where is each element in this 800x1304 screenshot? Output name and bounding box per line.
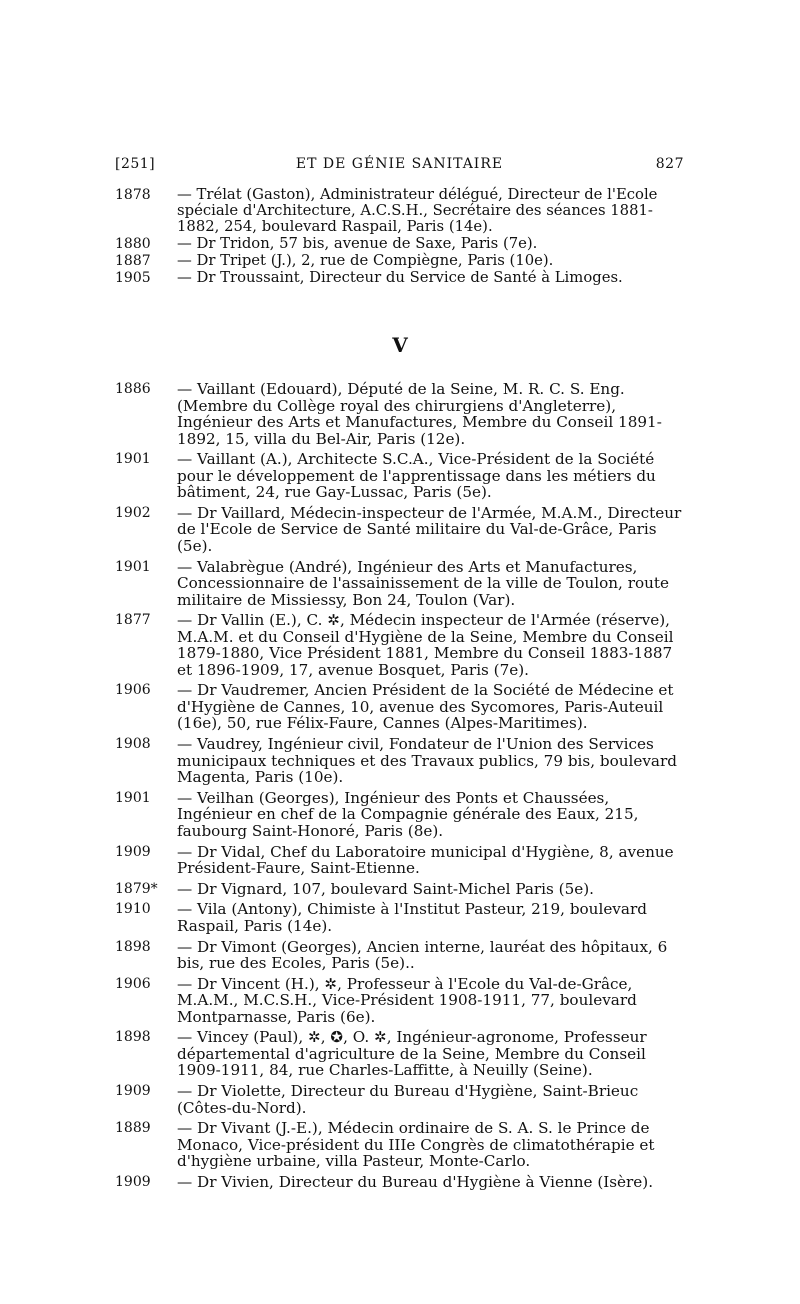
entry-year: 1898 — [115, 1029, 151, 1046]
entry-year: 1901 — [115, 789, 151, 806]
entry-year: 1906 — [115, 975, 151, 992]
entry-text: — Dr Tripet (J.), 2, rue de Compiègne, Paris (10e). — [177, 252, 554, 269]
entry-year: 1909 — [115, 843, 151, 860]
entry-text: — Dr Vimont (Georges), Ancien interne, lauréat des hôpitaux, 6 bis, rue des Ecoles, Paris (5e).. — [177, 937, 668, 973]
list-item — [115, 790, 684, 840]
list-item — [115, 236, 684, 252]
entry-text: — Dr Vignard, 107, boulevard Saint-Michel Paris (5e). — [177, 879, 594, 898]
list-item — [115, 612, 684, 678]
list-item — [115, 1174, 684, 1191]
entry-text: — Dr Tridon, 57 bis, avenue de Saxe, Paris (7e). — [177, 235, 538, 252]
entry-text: — Vaillant (A.), Architecte S.C.A., Vice-Président de la Société pour le développement de l'apprentissage dans les métiers du bâtiment, 24, rue Gay-Lussac, Paris (5e). — [177, 450, 656, 502]
entry-text: — Veilhan (Georges), Ingénieur des Ponts et Chaussées, Ingénieur en chef de la Compagnie générale des Eaux, 215, faubourg Saint-Honoré, Paris (8e). — [177, 788, 639, 840]
list-item — [115, 736, 684, 786]
list-item — [115, 1083, 684, 1116]
page-reference: [251] — [115, 156, 156, 172]
list-item — [115, 270, 684, 286]
entry-year: 1901 — [115, 451, 151, 468]
entry-year: 1909 — [115, 1174, 151, 1190]
list-item — [115, 1029, 684, 1079]
list-item — [115, 187, 684, 235]
entry-year: 1889 — [115, 1120, 151, 1137]
list-item — [115, 505, 684, 555]
list-item — [115, 901, 684, 934]
entry-text: — Vila (Antony), Chimiste à l'Institut Pasteur, 219, boulevard Raspail, Paris (14e). — [177, 900, 647, 935]
entry-year: 1909 — [115, 1083, 151, 1100]
entry-year: 1902 — [115, 504, 151, 521]
entry-text: — Vaillant (Edouard), Député de la Seine, M. R. C. S. Eng. (Membre du Collège royal des chirurgiens d'Angleterre), Ingénieur des Arts et Manufactures, Membre du Conseil 1891-1892, 15, villa du Bel-Air, Paris (12e). — [177, 380, 662, 448]
entry-year: 1898 — [115, 938, 151, 955]
list-item — [115, 1120, 684, 1170]
entry-year: 1878 — [115, 187, 151, 203]
list-item — [115, 844, 684, 877]
entries-v — [115, 381, 684, 1195]
entry-text: — Vincey (Paul), ✲, ✪, O. ✲, Ingénieur-agronome, Professeur départemental d'agriculture de la Seine, Membre du Conseil 1909-1911, 84, rue Charles-Laffitte, à Neuilly (Seine). — [177, 1028, 647, 1080]
entry-year: 1906 — [115, 682, 151, 699]
page-number: 827 — [655, 156, 684, 172]
entry-year: 1877 — [115, 612, 151, 629]
entry-text: — Dr Vincent (H.), ✲, Professeur à l'Ecole du Val-de-Grâce, M.A.M., M.C.S.H., Vice-Président 1908-1911, 77, boulevard Montparnasse, Paris (6e). — [177, 974, 637, 1026]
list-item — [115, 451, 684, 501]
entry-year: 1887 — [115, 253, 151, 269]
entry-year: 1905 — [115, 270, 151, 286]
entries-t — [115, 187, 684, 287]
entry-year: 1908 — [115, 736, 151, 753]
entry-text: — Dr Vaudremer, Ancien Président de la Société de Médecine et d'Hygiène de Cannes, 10, avenue des Sycomores, Paris-Auteuil (16e), 50, rue Félix-Faure, Cannes (Alpes-Maritimes). — [177, 681, 674, 733]
entry-year: 1879* — [115, 880, 158, 897]
entry-text: — Dr Vidal, Chef du Laboratoire municipal d'Hygiène, 8, avenue Président-Faure, Saint-Etienne. — [177, 842, 674, 877]
entry-text: — Dr Vallin (E.), C. ✲, Médecin inspecteur de l'Armée (réserve), M.A.M. et du Conseil d'Hygiène de la Seine, Membre du Conseil 1879-1880, Vice Président 1881, Membre du Conseil 1883-1887 et 1896-1909, 17, avenue Bosquet, Paris (7e). — [177, 611, 674, 679]
entry-text: — Dr Vaillard, Médecin-inspecteur de l'Armée, M.A.M., Directeur de l'Ecole de Service de Santé militaire du Val-de-Grâce, Paris (5e). — [177, 503, 682, 555]
entry-year: 1910 — [115, 901, 151, 918]
section-letter: V — [392, 333, 408, 357]
entry-text: — Vaudrey, Ingénieur civil, Fondateur de l'Union des Services municipaux techniques et des Travaux publics, 79 bis, boulevard Magenta, Paris (10e). — [177, 735, 677, 787]
list-item — [115, 976, 684, 1026]
entry-year: 1880 — [115, 236, 151, 252]
entry-text: — Dr Violette, Directeur du Bureau d'Hygiène, Saint-Brieuc (Côtes-du-Nord). — [177, 1082, 639, 1117]
entry-text: — Valabrègue (André), Ingénieur des Arts et Manufactures, Concessionnaire de l'assainissement de la ville de Toulon, route militaire de Missiessy, Bon 24, Toulon (Var). — [177, 557, 669, 609]
list-item — [115, 682, 684, 732]
entry-text: — Dr Vivien, Directeur du Bureau d'Hygiène à Vienne (Isère). — [177, 1173, 654, 1191]
list-item — [115, 881, 684, 898]
entry-year: 1901 — [115, 558, 151, 575]
running-title: ET DE GÉNIE SANITAIRE — [295, 156, 504, 172]
list-item — [115, 381, 684, 447]
entry-text: — Dr Troussaint, Directeur du Service de Santé à Limoges. — [177, 269, 623, 286]
list-item — [115, 939, 684, 972]
list-item — [115, 253, 684, 269]
running-header — [115, 156, 684, 176]
list-item — [115, 559, 684, 609]
entry-text: — Dr Vivant (J.-E.), Médecin ordinaire de S. A. S. le Prince de Monaco, Vice-président du IIIe Congrès de climatothérapie et d'hygiène urbaine, villa Pasteur, Monte-Carlo. — [177, 1119, 655, 1171]
entry-text: — Trélat (Gaston), Administrateur délégué, Directeur de l'Ecole spéciale d'Architecture, A.C.S.H., Secrétaire des séances 1881-1882, 254, boulevard Raspail, Paris (14e). — [177, 186, 658, 235]
entry-year: 1886 — [115, 381, 151, 397]
